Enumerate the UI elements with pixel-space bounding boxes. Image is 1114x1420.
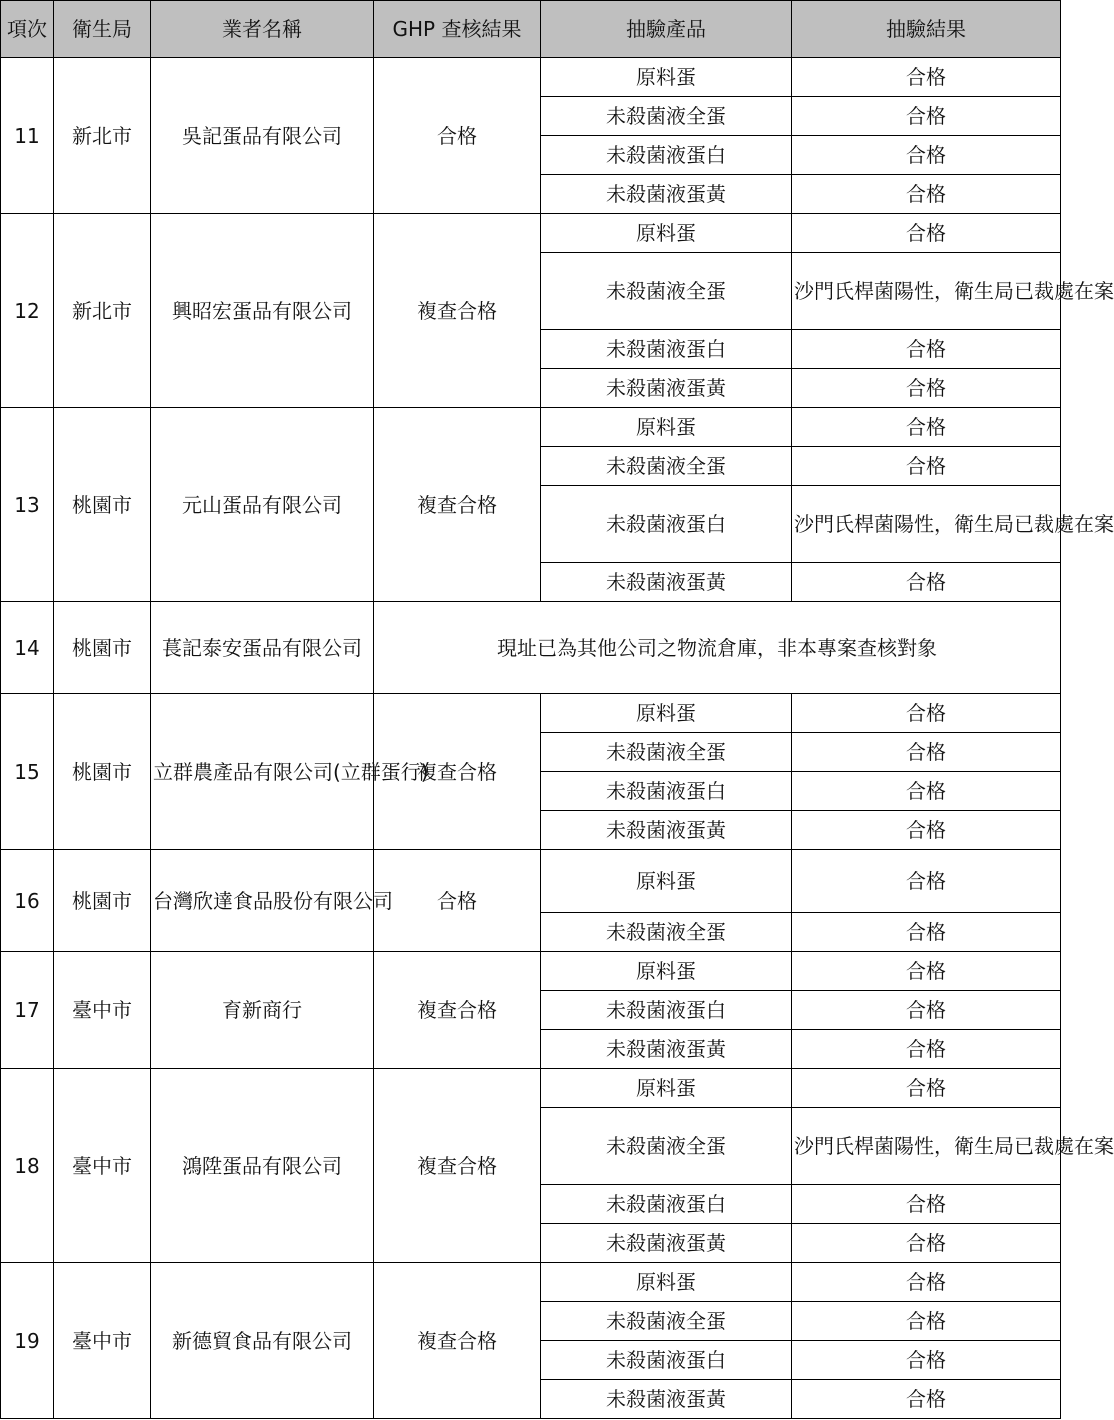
ghp-result: 複查合格 [374, 694, 541, 850]
sample-product: 未殺菌液全蛋 [541, 1302, 792, 1341]
item-no: 16 [1, 850, 54, 952]
sample-result: 合格 [792, 811, 1061, 850]
sample-product: 原料蛋 [541, 214, 792, 253]
item-no: 13 [1, 408, 54, 602]
company-name: 台灣欣達食品股份有限公司 [151, 850, 374, 952]
sample-result: 合格 [792, 175, 1061, 214]
sample-product: 原料蛋 [541, 408, 792, 447]
item-no: 18 [1, 1069, 54, 1263]
company-name: 鴻陞蛋品有限公司 [151, 1069, 374, 1263]
sample-product: 未殺菌液全蛋 [541, 1108, 792, 1185]
header-sample-result: 抽驗結果 [792, 1, 1061, 58]
sample-result: 合格 [792, 850, 1061, 913]
sample-result: 合格 [792, 447, 1061, 486]
ghp-result: 複查合格 [374, 1069, 541, 1263]
company-name: 新德貿食品有限公司 [151, 1263, 374, 1419]
company-name: 興昭宏蛋品有限公司 [151, 214, 374, 408]
sample-product: 未殺菌液蛋白 [541, 486, 792, 563]
ghp-result: 複查合格 [374, 214, 541, 408]
bureau: 桃園市 [54, 408, 151, 602]
sample-result: 合格 [792, 772, 1061, 811]
company-name: 元山蛋品有限公司 [151, 408, 374, 602]
bureau: 臺中市 [54, 952, 151, 1069]
sample-product: 未殺菌液全蛋 [541, 97, 792, 136]
table-row [1, 952, 1061, 991]
header-ghp-result: GHP 查核結果 [374, 1, 541, 58]
sample-result: 合格 [792, 1185, 1061, 1224]
sample-product: 未殺菌液蛋白 [541, 330, 792, 369]
sample-result: 合格 [792, 136, 1061, 175]
bureau: 臺中市 [54, 1069, 151, 1263]
sample-product: 未殺菌液蛋黃 [541, 1380, 792, 1419]
sample-result: 合格 [792, 1380, 1061, 1419]
sample-result: 合格 [792, 330, 1061, 369]
table-row [1, 850, 1061, 913]
sample-product: 原料蛋 [541, 694, 792, 733]
bureau: 臺中市 [54, 1263, 151, 1419]
sample-product: 未殺菌液蛋黃 [541, 811, 792, 850]
company-name: 吳記蛋品有限公司 [151, 58, 374, 214]
table-row [1, 408, 1061, 447]
sample-result: 合格 [792, 694, 1061, 733]
table-row [1, 602, 1061, 694]
sample-product: 原料蛋 [541, 1069, 792, 1108]
sample-product: 未殺菌液蛋白 [541, 1185, 792, 1224]
bureau: 新北市 [54, 214, 151, 408]
sample-product: 未殺菌液全蛋 [541, 913, 792, 952]
sample-product: 原料蛋 [541, 58, 792, 97]
bureau: 桃園市 [54, 602, 151, 694]
ghp-result: 複查合格 [374, 1263, 541, 1419]
sample-product: 未殺菌液全蛋 [541, 447, 792, 486]
sample-result: 合格 [792, 1069, 1061, 1108]
inspection-note: 現址已為其他公司之物流倉庫，非本專案查核對象 [374, 602, 1061, 694]
sample-result: 沙門氏桿菌陽性，衛生局已裁處在案 [792, 253, 1061, 330]
sample-result: 合格 [792, 1263, 1061, 1302]
company-name: 立群農產品有限公司(立群蛋行) [151, 694, 374, 850]
sample-product: 未殺菌液蛋白 [541, 1341, 792, 1380]
header-row [1, 1, 1061, 58]
sample-result: 沙門氏桿菌陽性，衛生局已裁處在案 [792, 486, 1061, 563]
table-row [1, 214, 1061, 253]
header-bureau: 衛生局 [54, 1, 151, 58]
bureau: 新北市 [54, 58, 151, 214]
header-company: 業者名稱 [151, 1, 374, 58]
company-name: 萇記泰安蛋品有限公司 [151, 602, 374, 694]
sample-result: 合格 [792, 1224, 1061, 1263]
table-row [1, 1263, 1061, 1302]
table-row [1, 694, 1061, 733]
item-no: 14 [1, 602, 54, 694]
sample-result: 合格 [792, 369, 1061, 408]
sample-product: 未殺菌液蛋黃 [541, 563, 792, 602]
sample-product: 未殺菌液蛋黃 [541, 369, 792, 408]
header-sample-product: 抽驗產品 [541, 1, 792, 58]
sample-product: 未殺菌液全蛋 [541, 253, 792, 330]
item-no: 15 [1, 694, 54, 850]
sample-product: 未殺菌液蛋白 [541, 136, 792, 175]
sample-product: 原料蛋 [541, 850, 792, 913]
bureau: 桃園市 [54, 850, 151, 952]
sample-product: 未殺菌液全蛋 [541, 733, 792, 772]
item-no: 11 [1, 58, 54, 214]
sample-result: 合格 [792, 1302, 1061, 1341]
sample-product: 原料蛋 [541, 952, 792, 991]
sample-product: 未殺菌液蛋黃 [541, 1030, 792, 1069]
sample-result: 合格 [792, 952, 1061, 991]
item-no: 17 [1, 952, 54, 1069]
sample-result: 合格 [792, 733, 1061, 772]
sample-result: 合格 [792, 1030, 1061, 1069]
sample-result: 合格 [792, 214, 1061, 253]
sample-result: 沙門氏桿菌陽性，衛生局已裁處在案 [792, 1108, 1061, 1185]
sample-result: 合格 [792, 1341, 1061, 1380]
sample-result: 合格 [792, 97, 1061, 136]
sample-result: 合格 [792, 991, 1061, 1030]
sample-result: 合格 [792, 58, 1061, 97]
item-no: 12 [1, 214, 54, 408]
sample-result: 合格 [792, 408, 1061, 447]
company-name: 育新商行 [151, 952, 374, 1069]
ghp-result: 合格 [374, 58, 541, 214]
sample-product: 未殺菌液蛋白 [541, 991, 792, 1030]
ghp-result: 複查合格 [374, 952, 541, 1069]
sample-result: 合格 [792, 563, 1061, 602]
item-no: 19 [1, 1263, 54, 1419]
sample-product: 原料蛋 [541, 1263, 792, 1302]
table-row [1, 58, 1061, 97]
ghp-result: 合格 [374, 850, 541, 952]
bureau: 桃園市 [54, 694, 151, 850]
header-item-no: 項次 [1, 1, 54, 58]
sample-result: 合格 [792, 913, 1061, 952]
sample-product: 未殺菌液蛋黃 [541, 1224, 792, 1263]
sample-product: 未殺菌液蛋白 [541, 772, 792, 811]
ghp-result: 複查合格 [374, 408, 541, 602]
table-row [1, 1069, 1061, 1108]
sample-product: 未殺菌液蛋黃 [541, 175, 792, 214]
